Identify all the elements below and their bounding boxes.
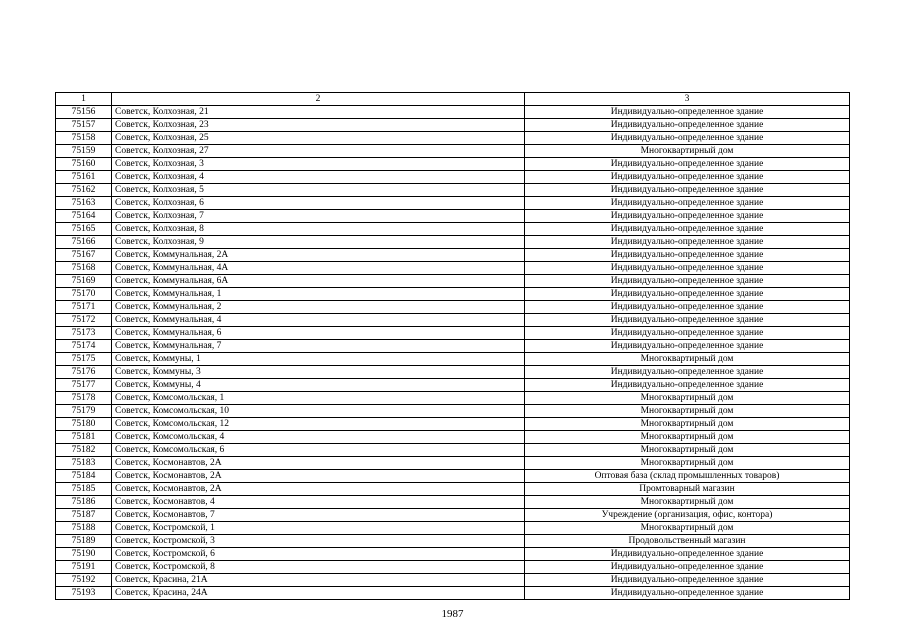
row-address: Советск, Колхозная, 9 [112, 236, 525, 249]
table-row [56, 288, 850, 301]
table-row [56, 483, 850, 496]
row-id: 75158 [56, 132, 112, 145]
table-row [56, 379, 850, 392]
row-type: Индивидуально-определенное здание [525, 288, 850, 301]
header-col-1: 1 [56, 93, 112, 106]
registry-table [55, 92, 850, 600]
row-address: Советск, Коммунальная, 6 [112, 327, 525, 340]
row-type: Многоквартирный дом [525, 457, 850, 470]
row-address: Советск, Колхозная, 8 [112, 223, 525, 236]
row-type: Индивидуально-определенное здание [525, 340, 850, 353]
row-address: Советск, Космонавтов, 2А [112, 483, 525, 496]
row-address: Советск, Комсомольская, 1 [112, 392, 525, 405]
row-type: Индивидуально-определенное здание [525, 275, 850, 288]
row-type: Многоквартирный дом [525, 392, 850, 405]
row-id: 75182 [56, 444, 112, 457]
table-row [56, 353, 850, 366]
row-type: Промтоварный магазин [525, 483, 850, 496]
table-row [56, 236, 850, 249]
row-type: Многоквартирный дом [525, 496, 850, 509]
table-row [56, 509, 850, 522]
row-id: 75192 [56, 574, 112, 587]
row-type: Индивидуально-определенное здание [525, 249, 850, 262]
row-type: Учреждение (организация, офис, контора) [525, 509, 850, 522]
table-row [56, 106, 850, 119]
row-address: Советск, Колхозная, 27 [112, 145, 525, 158]
row-type: Многоквартирный дом [525, 353, 850, 366]
table-body [56, 106, 850, 600]
row-address: Советск, Космонавтов, 7 [112, 509, 525, 522]
row-address: Советск, Костромской, 8 [112, 561, 525, 574]
table-row [56, 184, 850, 197]
row-address: Советск, Коммуны, 4 [112, 379, 525, 392]
row-type: Индивидуально-определенное здание [525, 119, 850, 132]
row-address: Советск, Комсомольская, 4 [112, 431, 525, 444]
row-address: Советск, Коммунальная, 2 [112, 301, 525, 314]
table-row [56, 223, 850, 236]
row-id: 75189 [56, 535, 112, 548]
row-id: 75181 [56, 431, 112, 444]
row-id: 75168 [56, 262, 112, 275]
row-address: Советск, Коммуны, 3 [112, 366, 525, 379]
row-address: Советск, Красина, 21А [112, 574, 525, 587]
row-id: 75184 [56, 470, 112, 483]
row-id: 75186 [56, 496, 112, 509]
table-row [56, 275, 850, 288]
row-address: Советск, Коммунальная, 4А [112, 262, 525, 275]
row-type: Индивидуально-определенное здание [525, 327, 850, 340]
row-type: Индивидуально-определенное здание [525, 210, 850, 223]
row-id: 75156 [56, 106, 112, 119]
table-row [56, 587, 850, 600]
row-type: Индивидуально-определенное здание [525, 132, 850, 145]
table-row [56, 119, 850, 132]
row-id: 75163 [56, 197, 112, 210]
row-address: Советск, Колхозная, 25 [112, 132, 525, 145]
row-id: 75164 [56, 210, 112, 223]
row-type: Индивидуально-определенное здание [525, 197, 850, 210]
header-col-3: 3 [525, 93, 850, 106]
row-address: Советск, Колхозная, 7 [112, 210, 525, 223]
row-id: 75165 [56, 223, 112, 236]
row-address: Советск, Костромской, 1 [112, 522, 525, 535]
row-id: 75193 [56, 587, 112, 600]
row-type: Индивидуально-определенное здание [525, 574, 850, 587]
page-number: 1987 [441, 608, 464, 620]
table-row [56, 145, 850, 158]
row-id: 75180 [56, 418, 112, 431]
row-address: Советск, Коммунальная, 7 [112, 340, 525, 353]
row-type: Многоквартирный дом [525, 418, 850, 431]
row-id: 75170 [56, 288, 112, 301]
table-row [56, 535, 850, 548]
table-row [56, 132, 850, 145]
table-row [56, 301, 850, 314]
row-address: Советск, Коммунальная, 4 [112, 314, 525, 327]
row-id: 75178 [56, 392, 112, 405]
row-id: 75177 [56, 379, 112, 392]
row-id: 75173 [56, 327, 112, 340]
row-id: 75190 [56, 548, 112, 561]
row-id: 75159 [56, 145, 112, 158]
row-id: 75160 [56, 158, 112, 171]
row-address: Советск, Коммунальная, 6А [112, 275, 525, 288]
table-row [56, 405, 850, 418]
row-id: 75166 [56, 236, 112, 249]
row-type: Многоквартирный дом [525, 405, 850, 418]
row-id: 75176 [56, 366, 112, 379]
row-type: Многоквартирный дом [525, 431, 850, 444]
row-type: Индивидуально-определенное здание [525, 561, 850, 574]
row-type: Многоквартирный дом [525, 522, 850, 535]
row-id: 75185 [56, 483, 112, 496]
row-address: Советск, Комсомольская, 10 [112, 405, 525, 418]
row-id: 75175 [56, 353, 112, 366]
table-row [56, 444, 850, 457]
table-row [56, 431, 850, 444]
table-row [56, 548, 850, 561]
table-row [56, 522, 850, 535]
row-type: Многоквартирный дом [525, 145, 850, 158]
table-row [56, 262, 850, 275]
row-address: Советск, Костромской, 6 [112, 548, 525, 561]
row-address: Советск, Коммуны, 1 [112, 353, 525, 366]
row-address: Советск, Колхозная, 21 [112, 106, 525, 119]
table-row [56, 457, 850, 470]
header-col-2: 2 [112, 93, 525, 106]
row-type: Индивидуально-определенное здание [525, 171, 850, 184]
table-row [56, 392, 850, 405]
row-id: 75171 [56, 301, 112, 314]
row-type: Индивидуально-определенное здание [525, 548, 850, 561]
row-type: Индивидуально-определенное здание [525, 236, 850, 249]
row-address: Советск, Комсомольская, 12 [112, 418, 525, 431]
header-row [56, 93, 850, 106]
row-id: 75187 [56, 509, 112, 522]
row-address: Советск, Колхозная, 5 [112, 184, 525, 197]
row-type: Индивидуально-определенное здание [525, 106, 850, 119]
row-type: Многоквартирный дом [525, 444, 850, 457]
row-address: Советск, Коммунальная, 1 [112, 288, 525, 301]
table-row [56, 314, 850, 327]
row-type: Продовольственный магазин [525, 535, 850, 548]
row-id: 75183 [56, 457, 112, 470]
row-type: Оптовая база (склад промышленных товаров) [525, 470, 850, 483]
table-row [56, 340, 850, 353]
row-id: 75162 [56, 184, 112, 197]
row-type: Индивидуально-определенное здание [525, 587, 850, 600]
row-id: 75191 [56, 561, 112, 574]
row-type: Индивидуально-определенное здание [525, 379, 850, 392]
table-row [56, 418, 850, 431]
table-row [56, 470, 850, 483]
table-row [56, 496, 850, 509]
row-address: Советск, Колхозная, 3 [112, 158, 525, 171]
row-address: Советск, Космонавтов, 4 [112, 496, 525, 509]
row-id: 75161 [56, 171, 112, 184]
row-id: 75188 [56, 522, 112, 535]
row-address: Советск, Колхозная, 6 [112, 197, 525, 210]
row-id: 75167 [56, 249, 112, 262]
row-id: 75174 [56, 340, 112, 353]
row-type: Индивидуально-определенное здание [525, 184, 850, 197]
row-type: Индивидуально-определенное здание [525, 262, 850, 275]
table-row [56, 561, 850, 574]
row-id: 75172 [56, 314, 112, 327]
row-address: Советск, Коммунальная, 2А [112, 249, 525, 262]
table-row [56, 171, 850, 184]
table-row [56, 210, 850, 223]
row-type: Индивидуально-определенное здание [525, 301, 850, 314]
table-row [56, 327, 850, 340]
row-address: Советск, Красина, 24А [112, 587, 525, 600]
row-type: Индивидуально-определенное здание [525, 158, 850, 171]
table-row [56, 366, 850, 379]
table-row [56, 574, 850, 587]
table-row [56, 158, 850, 171]
table-row [56, 249, 850, 262]
row-type: Индивидуально-определенное здание [525, 223, 850, 236]
row-address: Советск, Костромской, 3 [112, 535, 525, 548]
row-id: 75179 [56, 405, 112, 418]
row-type: Индивидуально-определенное здание [525, 314, 850, 327]
row-address: Советск, Комсомольская, 6 [112, 444, 525, 457]
row-address: Советск, Колхозная, 23 [112, 119, 525, 132]
row-type: Индивидуально-определенное здание [525, 366, 850, 379]
row-address: Советск, Космонавтов, 2А [112, 457, 525, 470]
row-id: 75169 [56, 275, 112, 288]
row-address: Советск, Колхозная, 4 [112, 171, 525, 184]
row-id: 75157 [56, 119, 112, 132]
row-address: Советск, Космонавтов, 2А [112, 470, 525, 483]
table-row [56, 197, 850, 210]
